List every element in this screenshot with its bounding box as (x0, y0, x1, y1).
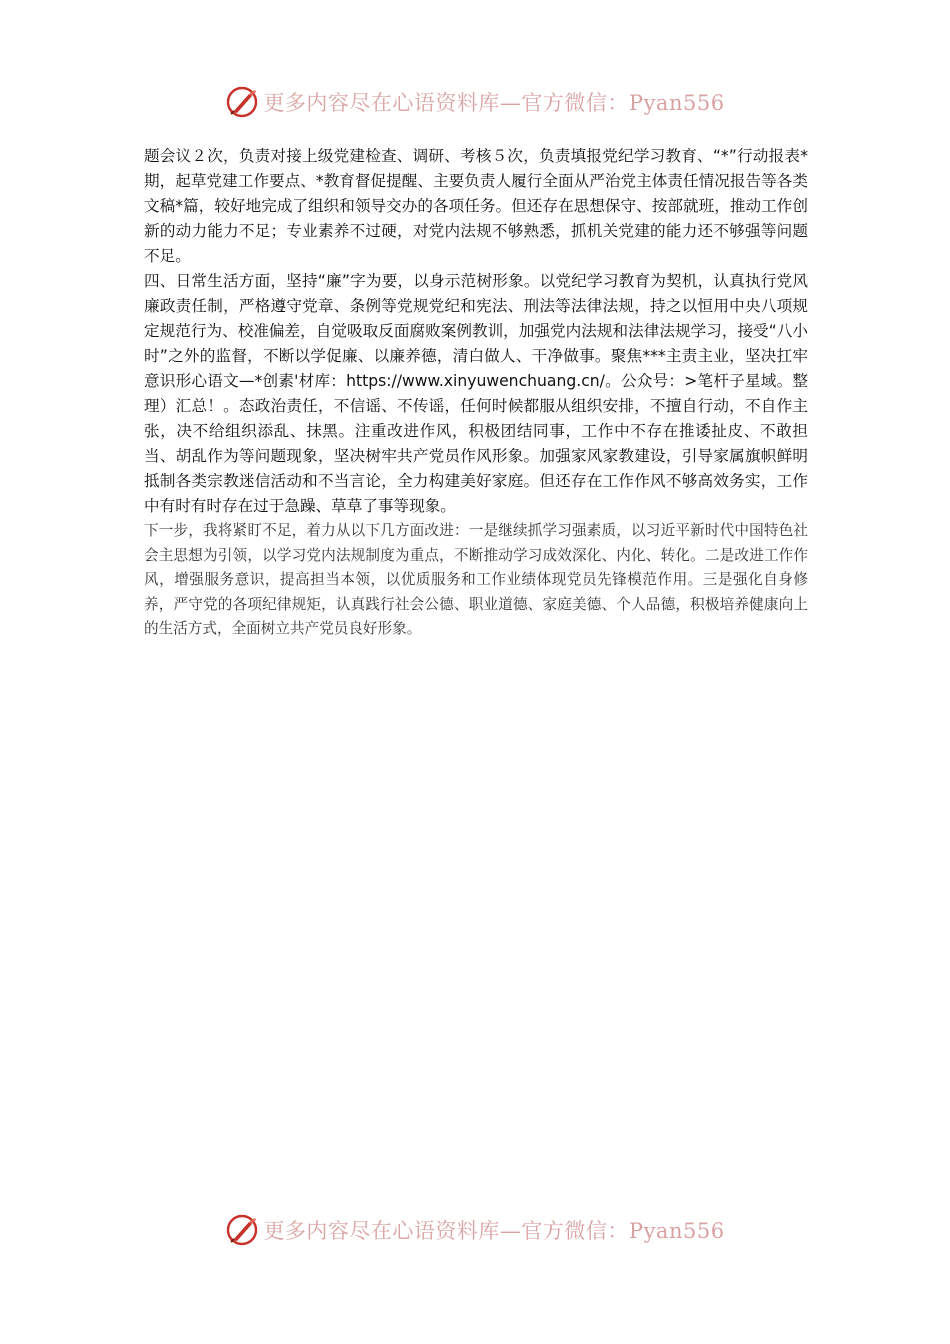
paragraph-daily-life-integrity: 四、日常生活方面，坚持“廉”字为要，以身示范树形象。以党纪学习教育为契机，认真执行党风廉政责任制，严格遵守党章、条例等党规党纪和宪法、刑法等法律法规，持之以恒用中央八项规定规范行为、校准偏差，自觉吸取反面腐败案例教训，加强党内法规和法律法规学习，接受“八小时”之外的监督，不断以学促廉、以廉养德，清白做人、干净做事。聚焦***主责主业，坚决扛牢意识形心语文—*创素'材库：https://www.xinyuwenchuang.cn/。公众号：>笔杆子星域。整理）汇总！。态政治责任，不信谣、不传谣，任何时候都服从组织安排，不擅自行动，不自作主张，决不给组织添乱、抹黑。注重改进作风，积极团结同事，工作中不存在推诿扯皮、不敢担当、胡乱作为等问题现象，坚决树牢共产党员作风形象。加强家风家教建设，引导家属旗帜鲜明抵制各类宗教迷信活动和不当言论，全力构建美好家庭。但还存在工作作风不够高效务实，工作中有时有时存在过于急躁、草草了事等现象。 (144, 272, 808, 515)
quill-logo-icon (225, 1213, 259, 1247)
header-watermark-text: 更多内容尽在心语资料库—官方微信：Pyan556 (263, 91, 725, 115)
paragraph-party-building-duties: 题会议２次，负责对接上级党建检查、调研、考核５次，负责填报党纪学习教育、“*”行动报表*期，起草党建工作要点、*教育督促提醒、主要负责人履行全面从严治党主体责任情况报告等各类文稿*篇，较好地完成了组织和领导交办的各项任务。但还存在思想保守、按部就班，推动工作创新的动力能力不足；专业素养不过硬，对党内法规不够熟悉，抓机关党建的能力还不够强等问题不足。 (144, 147, 808, 265)
footer-watermark-text: 更多内容尽在心语资料库—官方微信：Pyan556 (263, 1219, 725, 1243)
footer-watermark (0, 1210, 950, 1250)
quill-logo-icon (225, 85, 259, 119)
header-watermark (0, 82, 950, 122)
document-body (144, 144, 808, 642)
paragraph-next-steps: 下一步，我将紧盯不足，着力从以下几方面改进：一是继续抓学习强素质，以习近平新时代中国特色社会主思想为引领，以学习党内法规制度为重点，不断推动学习成效深化、内化、转化。二是改进工作作风，增强服务意识，提高担当本领，以优质服务和工作业绩体现党员先锋模范作用。三是强化自身修养，严守党的各项纪律规矩，认真践行社会公德、职业道德、家庭美德、个人品德，积极培养健康向上的生活方式，全面树立共产党员良好形象。 (144, 522, 808, 637)
